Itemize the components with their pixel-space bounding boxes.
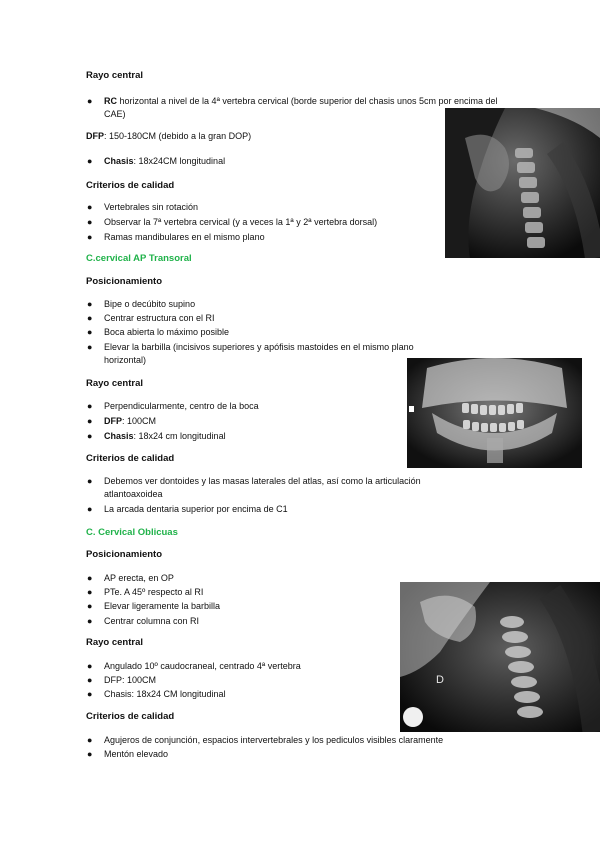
dfp-label: DFP bbox=[86, 131, 104, 141]
rc-label: RC bbox=[104, 96, 117, 106]
bullet-icon: ● bbox=[87, 299, 93, 309]
criterio-text: Vertebrales sin rotación bbox=[104, 202, 199, 212]
bullet-icon: ● bbox=[87, 232, 93, 242]
criterio-text: Debemos ver dontoides y las masas laterales del atlas, así como la articulación atlantoaxoidea bbox=[104, 476, 421, 499]
chasis-text: : 18x24 cm longitudinal bbox=[133, 431, 226, 441]
chasis-text: : 18x24CM longitudinal bbox=[133, 156, 226, 166]
bullet-icon: ● bbox=[87, 96, 93, 106]
bullet-icon: ● bbox=[87, 401, 93, 411]
bullet-icon: ● bbox=[87, 342, 93, 352]
bullet-icon: ● bbox=[87, 616, 93, 626]
bullet-icon: ● bbox=[87, 327, 93, 337]
pos-text: Centrar columna con RI bbox=[104, 616, 200, 626]
dfp-text: : 100CM bbox=[122, 416, 157, 426]
section-title-transoral: C.cervical AP Transoral bbox=[86, 253, 192, 264]
bullet-icon: ● bbox=[87, 416, 93, 426]
pos-text: Elevar ligeramente la barbilla bbox=[104, 601, 221, 611]
oblique-side-marker: D bbox=[436, 674, 444, 686]
bullet-icon: ● bbox=[87, 601, 93, 611]
criterios-heading-2: Criterios de calidad bbox=[86, 453, 175, 464]
list-item bbox=[87, 326, 524, 339]
pos-text: PTe. A 45º respecto al RI bbox=[104, 587, 204, 597]
bullet-icon: ● bbox=[87, 476, 93, 486]
list-item-rc bbox=[87, 95, 504, 121]
list-item bbox=[87, 503, 524, 516]
dfp-label: DFP bbox=[104, 416, 122, 426]
rayo-text: DFP: 100CM bbox=[104, 675, 157, 685]
chasis-label: Chasis bbox=[104, 431, 134, 441]
pos-text: Centrar estructura con el RI bbox=[104, 313, 215, 323]
criterio-text: Mentón elevado bbox=[104, 749, 169, 759]
posicionamiento-heading-3: Posicionamiento bbox=[86, 549, 163, 560]
pos-text: Bipe o decúbito supino bbox=[104, 299, 196, 309]
criterios-heading-1: Criterios de calidad bbox=[86, 180, 175, 191]
bullet-icon: ● bbox=[87, 217, 93, 227]
criterio-text: Observar la 7ª vertebra cervical (y a veces la 1ª y 2ª vertebra dorsal) bbox=[104, 217, 378, 227]
list-item bbox=[87, 734, 544, 747]
bullet-icon: ● bbox=[87, 689, 93, 699]
bullet-icon: ● bbox=[87, 735, 93, 745]
pos-text: AP erecta, en OP bbox=[104, 573, 174, 583]
rc-text: horizontal a nivel de la 4ª vertebra cervical (borde superior del chasis unos 5cm por encima del CAE) bbox=[104, 96, 498, 119]
list-item bbox=[87, 312, 524, 325]
list-item bbox=[87, 298, 524, 311]
bullet-icon: ● bbox=[87, 587, 93, 597]
list-item bbox=[87, 475, 464, 501]
posicionamiento-heading-2: Posicionamiento bbox=[86, 276, 163, 287]
chasis-label: Chasis bbox=[104, 156, 134, 166]
rayo-central-heading-1: Rayo central bbox=[86, 70, 144, 81]
criterio-text: Agujeros de conjunción, espacios intervertebrales y los pediculos visibles claramente bbox=[104, 735, 444, 745]
criterios-heading-3: Criterios de calidad bbox=[86, 711, 175, 722]
bullet-icon: ● bbox=[87, 573, 93, 583]
bullet-icon: ● bbox=[87, 431, 93, 441]
bullet-icon: ● bbox=[87, 661, 93, 671]
rayo-text: Angulado 10º caudocraneal, centrado 4ª vertebra bbox=[104, 661, 301, 671]
rayo-text: Chasis: 18x24 CM longitudinal bbox=[104, 689, 226, 699]
list-item bbox=[87, 748, 524, 761]
bullet-icon: ● bbox=[87, 202, 93, 212]
pos-text: Elevar la barbilla (incisivos superiores y apófisis mastoides en el mismo plano horizontal) bbox=[104, 342, 414, 365]
rayo-text: Perpendicularmente, centro de la boca bbox=[104, 401, 259, 411]
bullet-icon: ● bbox=[87, 504, 93, 514]
pos-text: Boca abierta lo máximo posible bbox=[104, 327, 230, 337]
rayo-central-heading-2: Rayo central bbox=[86, 378, 144, 389]
rayo-central-heading-3: Rayo central bbox=[86, 637, 144, 648]
lateral-cervical-xray-image bbox=[445, 108, 600, 258]
bullet-icon: ● bbox=[87, 313, 93, 323]
ap-transoral-xray-image bbox=[407, 358, 582, 468]
criterio-text: Ramas mandibulares en el mismo plano bbox=[104, 232, 265, 242]
bullet-icon: ● bbox=[87, 156, 93, 166]
criterio-text: La arcada dentaria superior por encima de C1 bbox=[104, 504, 288, 514]
oblique-cervical-xray-image bbox=[400, 582, 600, 732]
dfp-line-1 bbox=[86, 131, 251, 141]
list-item bbox=[87, 341, 449, 367]
bullet-icon: ● bbox=[87, 675, 93, 685]
section-title-oblicuas: C. Cervical Oblicuas bbox=[86, 527, 178, 538]
bullet-icon: ● bbox=[87, 749, 93, 759]
dfp-text: : 150-180CM (debido a la gran DOP) bbox=[104, 131, 252, 141]
